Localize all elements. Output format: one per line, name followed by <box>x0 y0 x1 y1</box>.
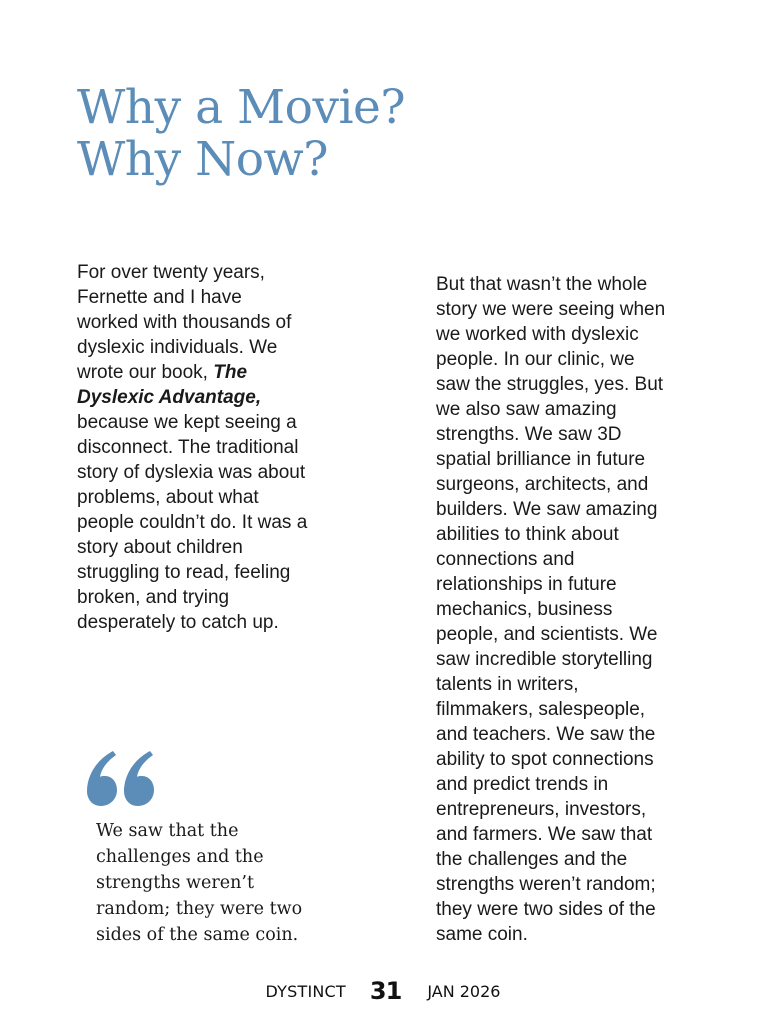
pull-quote-line: sides of the same coin. <box>96 925 299 945</box>
body-column-right <box>436 272 706 947</box>
headline-line-2: Why Now? <box>77 132 328 187</box>
headline-line-1: Why a Movie? <box>77 80 406 135</box>
body-line: people couldn’t do. It was a <box>77 512 308 533</box>
publication-name: DYSTINCT <box>265 981 346 1001</box>
quote-open-icon <box>86 748 156 808</box>
pull-quote-line: random; they were two <box>96 899 303 919</box>
body-line: filmmakers, salespeople, <box>436 699 646 720</box>
body-line: story of dyslexia was about <box>77 462 306 483</box>
page-number: 31 <box>369 977 402 1005</box>
body-line: and predict trends in <box>436 774 609 795</box>
body-line: they were two sides of the <box>436 899 656 920</box>
body-line: story about children <box>77 537 243 558</box>
body-line: strengths. We saw 3D <box>436 424 622 445</box>
body-line: builders. We saw amazing <box>436 499 658 520</box>
body-line: and teachers. We saw the <box>436 724 656 745</box>
page-headline <box>77 82 405 186</box>
pull-quote-line: We saw that the <box>96 821 239 841</box>
body-line: worked with thousands of <box>77 312 292 333</box>
issue-date: JAN 2026 <box>427 981 501 1001</box>
pull-quote-line: strengths weren’t <box>96 873 254 893</box>
body-line: problems, about what <box>77 487 259 508</box>
body-line: we worked with dyslexic <box>436 324 639 345</box>
body-line: strengths weren’t random; <box>436 874 656 895</box>
body-line: and farmers. We saw that <box>436 824 653 845</box>
body-line: we also saw amazing <box>436 399 617 420</box>
body-line: spatial brilliance in future <box>436 449 646 470</box>
body-line: Fernette and I have <box>77 287 242 308</box>
body-line: talents in writers, <box>436 674 579 695</box>
body-line: surgeons, architects, and <box>436 474 649 495</box>
book-title: The <box>213 362 248 383</box>
body-line <box>77 360 347 385</box>
body-line: relationships in future <box>436 574 617 595</box>
body-line: ability to spot connections <box>436 749 654 770</box>
body-line: But that wasn’t the whole <box>436 274 648 295</box>
body-line: story we were seeing when <box>436 299 666 320</box>
body-column-left <box>77 260 347 635</box>
book-title-continued: Dyslexic Advantage, <box>77 387 262 408</box>
body-line: connections and <box>436 549 575 570</box>
body-line: disconnect. The traditional <box>77 437 299 458</box>
body-text: wrote our book, <box>77 362 214 383</box>
body-line: abilities to think about <box>436 524 619 545</box>
page-footer <box>0 976 768 1006</box>
body-line: For over twenty years, <box>77 262 265 283</box>
body-line: entrepreneurs, investors, <box>436 799 647 820</box>
body-line: broken, and trying <box>77 587 230 608</box>
pull-quote-line: challenges and the <box>96 847 264 867</box>
body-line: saw incredible storytelling <box>436 649 653 670</box>
pull-quote <box>96 818 302 948</box>
body-line: people, and scientists. We <box>436 624 658 645</box>
body-line: saw the struggles, yes. But <box>436 374 664 395</box>
body-line: because we kept seeing a <box>77 412 297 433</box>
body-line: mechanics, business <box>436 599 613 620</box>
body-line: desperately to catch up. <box>77 612 279 633</box>
body-line: same coin. <box>436 924 528 945</box>
body-line: struggling to read, feeling <box>77 562 291 583</box>
body-line: dyslexic individuals. We <box>77 337 278 358</box>
body-line: the challenges and the <box>436 849 628 870</box>
body-line: people. In our clinic, we <box>436 349 635 370</box>
